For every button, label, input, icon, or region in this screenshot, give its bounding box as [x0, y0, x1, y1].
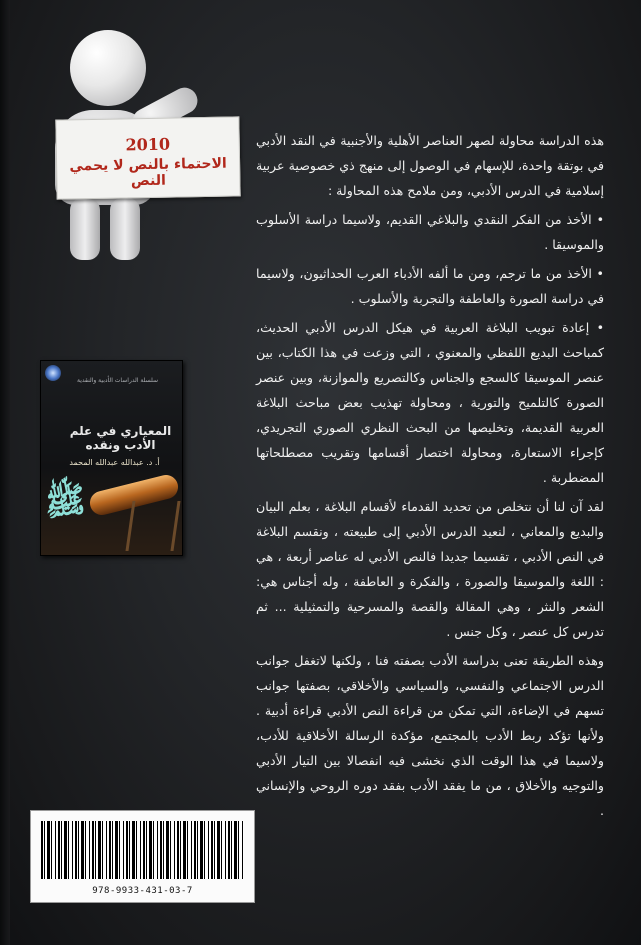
back-cover-text: [256, 128, 604, 827]
figure-head: [70, 30, 146, 106]
book-cover-thumbnail: [40, 360, 183, 556]
book-series-line: سلسلة الدراسات الأدبية والنقدية: [77, 377, 158, 384]
paragraph-intro: هذه الدراسة محاولة لصهر العناصر الأهلية والأجنبية في النقد الأدبي في بوتقة واحدة، للإسهام في الوصول إلى منهج ذي خصوصية عربية إسلامية في الدرس الأدبي، ومن ملامح هذه المحاولة :: [256, 133, 604, 198]
book-author: أ. د. عبدالله عبدالله المحمد: [69, 458, 160, 467]
isbn-barcode: [30, 810, 255, 903]
tripod-illustration: [125, 501, 180, 551]
sign-text: الاحتماء بالنص لا يحمي النص: [69, 155, 227, 190]
book-title: المعياري في علم الأدب ونقده: [69, 424, 172, 452]
spine-edge: [0, 0, 10, 945]
barcode-bars: [41, 821, 244, 879]
bullet-3: • إعادة تبويب البلاغة العربية في هيكل الدرس الأدبي الحديث، كمباحث البديع اللفظي والمعنوي ، التي وزعت في هذا الكتاب، بين عنصر الموسيقا كالسجع والجناس وكالتصريع والموازنة، وبين عنصر الصورة كالتلميح والتورية ، ومحاولة تهذيب بعض مباحث البلاغة العربية القديمة، وتخليصها من البحث النظري الصوري التجريدي، كإجراء الاستعارة، ومحاولة اختصار أقسامها وتقريب مصطلحاتها المضطربة .: [256, 320, 604, 485]
bullet-1: • الأخذ من الفكر النقدي والبلاغي القديم، ولاسيما دراسة الأسلوب والموسيقا .: [256, 212, 604, 252]
calligraphy-decoration: ﷺ: [41, 479, 89, 525]
sign-year: 2010: [125, 134, 171, 155]
paragraph-3: وهذه الطريقة تعنى بدراسة الأدب بصفته فنا ، ولكنها لاتغفل جوانب الدرس الاجتماعي والنفسي، والسياسي والأخلاقي، بصفتها جوانب تسهم في الإضاءة، التي تمكن من قراءة النص الأدبي قراءة أدبية . ولأنها تؤكد ربط الأدب بالمجتمع، مؤكدة الرسالة الأخلاقية للأدب، ولاسيما في هذا الوقت الذي نخشى فيه انفصالا بين التيار الأدبي والتوجيه والأخلاق ، من ما يفقد الأدب بفقد دوره الروحي والإنساني .: [256, 653, 604, 818]
bullet-2: • الأخذ من ما ترجم، ومن ما ألفه الأدباء العرب الحداثيون، ولاسيما في دراسة الصورة والعاطفة والتجربة والأسلوب .: [256, 266, 604, 306]
figure-holding-sign: [30, 18, 227, 268]
figure-right-leg: [110, 198, 140, 260]
paragraph-2: لقد آن لنا أن نتخلص من تحديد القدماء لأقسام البلاغة ، بعلم البيان والبديع والمعاني ، لنعيد الدرس الأدبي إلى طبيعته ، ونقسم البلاغة في النص الأدبي ، تقسيما جديدا فالنص الأدبي له عناصر أربعة ، هي : اللغة والموسيقا والصورة ، والفكرة و العاطفة ، وله أجناس هي: الشعر والنثر ، وهي المقالة والقصة والمسرحية والتمثيلية ... ثم تدرس كل عنصر ، وكل جنس .: [256, 499, 604, 639]
figure-left-leg: [70, 198, 100, 260]
sign-board: [55, 116, 240, 199]
isbn-number: 978-9933-431-03-7: [92, 886, 193, 896]
